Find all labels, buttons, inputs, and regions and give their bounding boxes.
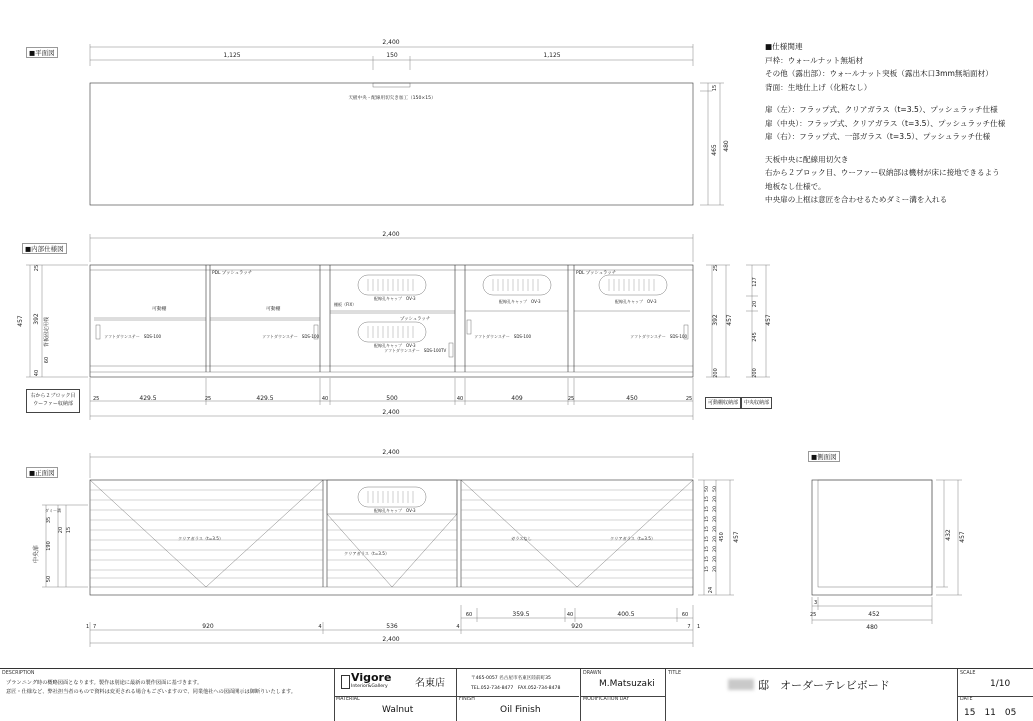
stay-label-2: ソフトダウンステー SDS-100 — [262, 334, 320, 339]
internal-right-a-457: 457 — [726, 314, 733, 326]
vent-cap-1 — [358, 275, 426, 295]
internal-left-note: 背板固定用桟 — [44, 316, 50, 348]
date-value: 15 11 05 — [964, 708, 1017, 718]
internal-total-top: 2,400 — [382, 231, 400, 238]
svg-text:15: 15 — [705, 566, 710, 572]
title-block — [0, 668, 1033, 721]
finish-label: FINISH — [459, 697, 475, 702]
vent-cap-4 — [599, 275, 667, 295]
internal-right-b-457: 457 — [765, 314, 772, 326]
woofer-note-line2: ウーファー収納部 — [33, 401, 73, 407]
brand-sub: Interior&Gallery — [351, 684, 388, 689]
spec-note-3-3: 地板なし仕様で。 — [765, 181, 826, 191]
plan-depth-top: 15 — [712, 84, 718, 92]
plan-depth-inner: 465 — [711, 144, 718, 156]
section-title-internal: ■内部仕様図 — [22, 243, 67, 254]
store-name: 名東店 — [415, 678, 445, 689]
drawing-title: 邸 オーダーテレビボード — [758, 679, 890, 692]
center-storage-tag: 中央収納部 — [741, 397, 772, 409]
front-glass-4: クリアガラス（t=3.5） — [610, 536, 656, 541]
spec-note-3-2: 右から２ブロック目、ウーファー収納部は機材が床に接地できるよう — [765, 168, 1000, 177]
plan-cutout — [373, 83, 410, 87]
vent-cap-3 — [483, 275, 551, 295]
internal-bottom-d9: 450 — [626, 395, 638, 402]
woofer-note-line1: 右から２ブロック目 — [30, 393, 76, 399]
spec-note-1-1: 戸枠：ウォールナット無垢材 — [765, 55, 864, 65]
section-title-front: ■正面図 — [26, 467, 58, 478]
finish-value: Oil Finish — [500, 705, 541, 715]
side-top-small: 3 — [814, 600, 818, 606]
woofer-note-box — [26, 389, 80, 413]
redacted-name — [728, 679, 754, 690]
stay-hardware-3 — [449, 343, 453, 357]
spec-notes-header: ■仕様関連 — [765, 42, 803, 51]
svg-text:20: 20 — [713, 546, 718, 552]
desc-label: DESCRIPTION — [2, 671, 35, 676]
front-left-50: 50 — [46, 575, 52, 583]
internal-bottom-d3: 429.5 — [256, 395, 274, 402]
front-bottom-top-4: 60 — [681, 612, 689, 618]
stay-hardware-4 — [467, 320, 471, 334]
internal-total-bottom: 2,400 — [382, 409, 400, 416]
side-width-outer: 480 — [866, 624, 878, 631]
cap-label-1: 配線孔キャップ OV-3 — [374, 296, 416, 301]
front-bottom-d7: 7 — [687, 624, 691, 630]
drawn-cell — [580, 669, 666, 721]
front-left-190: 190 — [46, 541, 52, 551]
front-right-slat-dims — [704, 486, 718, 572]
plan-seg-left: 1,125 — [223, 52, 241, 59]
svg-text:15: 15 — [705, 536, 710, 542]
front-bottom-d0: 1 — [86, 624, 90, 630]
front-bottom-top-2: 40 — [566, 612, 574, 618]
spec-note-2-3: 扉（右）：フラップ式、一部ガラス（t=3.5）、プッシュラッチ仕様 — [765, 132, 991, 141]
front-glass-2: クリアガラス（t=3.5） — [344, 551, 390, 556]
front-total-top: 2,400 — [382, 449, 400, 456]
shelf-label-1: 可動棚 — [152, 307, 167, 312]
svg-text:20: 20 — [713, 566, 718, 572]
side-height-outer: 457 — [959, 531, 966, 543]
front-right-457: 457 — [733, 531, 740, 543]
internal-bottom-d8: 25 — [567, 396, 575, 402]
internal-bottom-d7: 409 — [511, 395, 523, 402]
svg-text:15: 15 — [705, 546, 710, 552]
spec-note-2-2: 扉（中央）：フラップ式、クリアガラス（t=3.5）、プッシュラッチ仕様 — [765, 118, 1006, 128]
scale-cell — [957, 669, 1033, 721]
cap-label-4: 配線孔キャップ OV-3 — [615, 299, 657, 304]
svg-text:15: 15 — [705, 526, 710, 532]
desc-line-2: 意匠・仕様など、弊社担当者のもので資料は変更される場合もございますので、同業他社への図面開示は御断りいたします。 — [6, 689, 296, 695]
brand-name: Vigore — [351, 671, 392, 684]
svg-text:15: 15 — [705, 496, 710, 502]
brand-logo-icon — [341, 675, 350, 689]
front-bottom-top-1: 359.5 — [512, 611, 530, 618]
side-panel — [818, 480, 932, 587]
front-glass-3: ガラスなし — [511, 536, 532, 541]
description — [6, 679, 331, 697]
stay-label-3: ソフトダウンステー SDS-100TV — [384, 348, 447, 353]
svg-text:20: 20 — [713, 526, 718, 532]
internal-left-457: 457 — [17, 315, 24, 327]
front-bottom-d6: 920 — [571, 623, 583, 630]
stay-label-4: ソフトダウンステー SDS-100 — [474, 334, 532, 339]
spec-notes — [765, 40, 1030, 207]
front-bottom-d5: 4 — [456, 624, 460, 630]
drawn-value: M.Matsuzaki — [599, 679, 655, 689]
svg-text:15: 15 — [705, 556, 710, 562]
svg-text:50: 50 — [705, 486, 710, 492]
internal-view — [17, 231, 772, 420]
material-value: Walnut — [382, 705, 414, 715]
front-left-20: 20 — [58, 526, 64, 534]
spec-note-3-1: 天板中央に配線用切欠き — [765, 154, 849, 164]
title-label: TITLE — [668, 671, 681, 676]
svg-text:20: 20 — [713, 556, 718, 562]
scale-label: SCALE — [960, 671, 976, 676]
svg-text:20: 20 — [713, 536, 718, 542]
stay-label-5: ソフトダウンステー SDS-100 — [630, 334, 688, 339]
cap-label-2: 配線孔キャップ OV-3 — [374, 343, 416, 348]
section-title-plan: ■平面図 — [26, 47, 58, 58]
internal-carcass — [90, 265, 693, 377]
plan-seg-right: 1,125 — [543, 52, 561, 59]
internal-bottom-d5: 500 — [386, 395, 398, 402]
front-left-15: 15 — [66, 526, 72, 534]
side-view — [810, 480, 966, 631]
internal-left-25: 25 — [34, 264, 40, 272]
push-latch-label-2: PDL プッシュラッチ — [576, 271, 617, 276]
drawn-label: DRAWN — [583, 671, 602, 676]
svg-text:15: 15 — [705, 516, 710, 522]
front-center-label: 中央扉 — [33, 544, 40, 564]
plan-depth-outer: 480 — [723, 140, 730, 152]
address: 〒465-0057 名古屋市名東区陸前町35 — [471, 676, 551, 681]
svg-text:15: 15 — [705, 506, 710, 512]
side-height-inner: 432 — [945, 529, 952, 541]
svg-text:20: 20 — [713, 516, 718, 522]
internal-right-b-200: 200 — [752, 368, 758, 378]
internal-left-60: 60 — [44, 356, 50, 364]
internal-right-a-25: 25 — [713, 264, 719, 272]
front-bottom-top-3: 400.5 — [617, 611, 635, 618]
plan-top-board — [90, 83, 693, 205]
side-left-small: 25 — [810, 612, 817, 618]
internal-right-a-392: 392 — [712, 314, 719, 326]
internal-bottom-d0: 25 — [93, 396, 100, 402]
front-cap-label: 配線孔キャップ OV-3 — [374, 508, 416, 513]
front-vent-cap — [358, 487, 426, 507]
shelf-label-2: 可動棚 — [266, 307, 281, 312]
internal-right-b-20: 20 — [752, 300, 758, 308]
title-cell — [665, 669, 958, 721]
svg-text:20: 20 — [713, 496, 718, 502]
front-bottom-top-0: 60 — [465, 612, 473, 618]
modification-label: MODIFICATION DAY — [583, 697, 630, 702]
internal-left-40: 40 — [34, 369, 40, 377]
front-bottom-d1: 7 — [93, 624, 97, 630]
section-title-side: ■側面図 — [808, 451, 840, 462]
side-body — [812, 480, 932, 595]
internal-right-b-245: 245 — [752, 332, 758, 342]
front-right-450: 450 — [719, 532, 725, 542]
front-bottom-d8: 1 — [697, 624, 701, 630]
tel-fax: TEL.052-734-8477 FAX.052-734-8478 — [471, 686, 561, 691]
internal-right-b-127: 127 — [752, 277, 758, 287]
push-latch-label-1: PDL プッシュラッチ — [212, 271, 253, 276]
spec-note-1-2: その他（露出部）：ウォールナット突板（露出木口3mm無垢面材） — [765, 69, 993, 78]
internal-bottom-d2: 25 — [204, 396, 212, 402]
stay-label-1: ソフトダウンステー SDS-100 — [104, 334, 162, 339]
front-bottom-d2: 920 — [202, 623, 214, 630]
desc-line-1: プランニング時の概略図面となります。製作は別途に最新の製作図面に基づきます。 — [6, 680, 203, 686]
plan-cutout-note: 天板中央・配線用切欠き加工（150×15） — [348, 96, 436, 101]
scale-value: 1/10 — [990, 679, 1011, 689]
vent-cap-2 — [358, 322, 426, 342]
internal-right-a-200: 200 — [713, 368, 719, 378]
front-left-35: 35 — [46, 516, 52, 524]
front-view — [32, 449, 740, 647]
front-dummy-note: ダミー溝 — [45, 508, 61, 513]
spec-note-1-3: 背面：生地仕上げ（化粧なし） — [765, 82, 872, 92]
internal-left-392: 392 — [33, 313, 40, 325]
front-bottom-d4: 536 — [386, 623, 398, 630]
shelf-label-3: 棚板（FIX） — [334, 302, 357, 307]
front-glass-1: クリアガラス（t=3.5） — [178, 536, 224, 541]
plan-seg-mid: 150 — [386, 52, 398, 59]
front-total-bottom: 2,400 — [382, 636, 400, 643]
plan-total-dim: 2,400 — [382, 39, 400, 46]
stay-hardware-1 — [96, 325, 100, 339]
cap-label-3: 配線孔キャップ OV-3 — [499, 299, 541, 304]
internal-bottom-d4: 40 — [321, 396, 329, 402]
spec-note-3-4: 中央扉の上框は意匠を合わせるためダミー溝を入れる — [765, 195, 948, 204]
svg-text:20: 20 — [713, 506, 718, 512]
side-width-inner: 452 — [868, 611, 880, 618]
front-right-24: 24 — [708, 586, 714, 594]
plan-view — [90, 39, 730, 205]
internal-bottom-d10: 25 — [685, 396, 693, 402]
material-label: MATERIAL — [336, 697, 360, 702]
internal-bottom-d6: 40 — [456, 396, 464, 402]
push-latch-label-3: プッシュラッチ — [400, 317, 431, 322]
date-label: DATE — [960, 697, 973, 702]
internal-bottom-d1: 429.5 — [139, 395, 157, 402]
svg-text:50: 50 — [713, 486, 718, 492]
front-bottom-d3: 4 — [318, 624, 322, 630]
shelf-storage-tag: 可動棚収納部 — [705, 397, 741, 409]
spec-note-2-1: 扉（左）：フラップ式、クリアガラス（t=3.5）、プッシュラッチ仕様 — [765, 105, 998, 114]
